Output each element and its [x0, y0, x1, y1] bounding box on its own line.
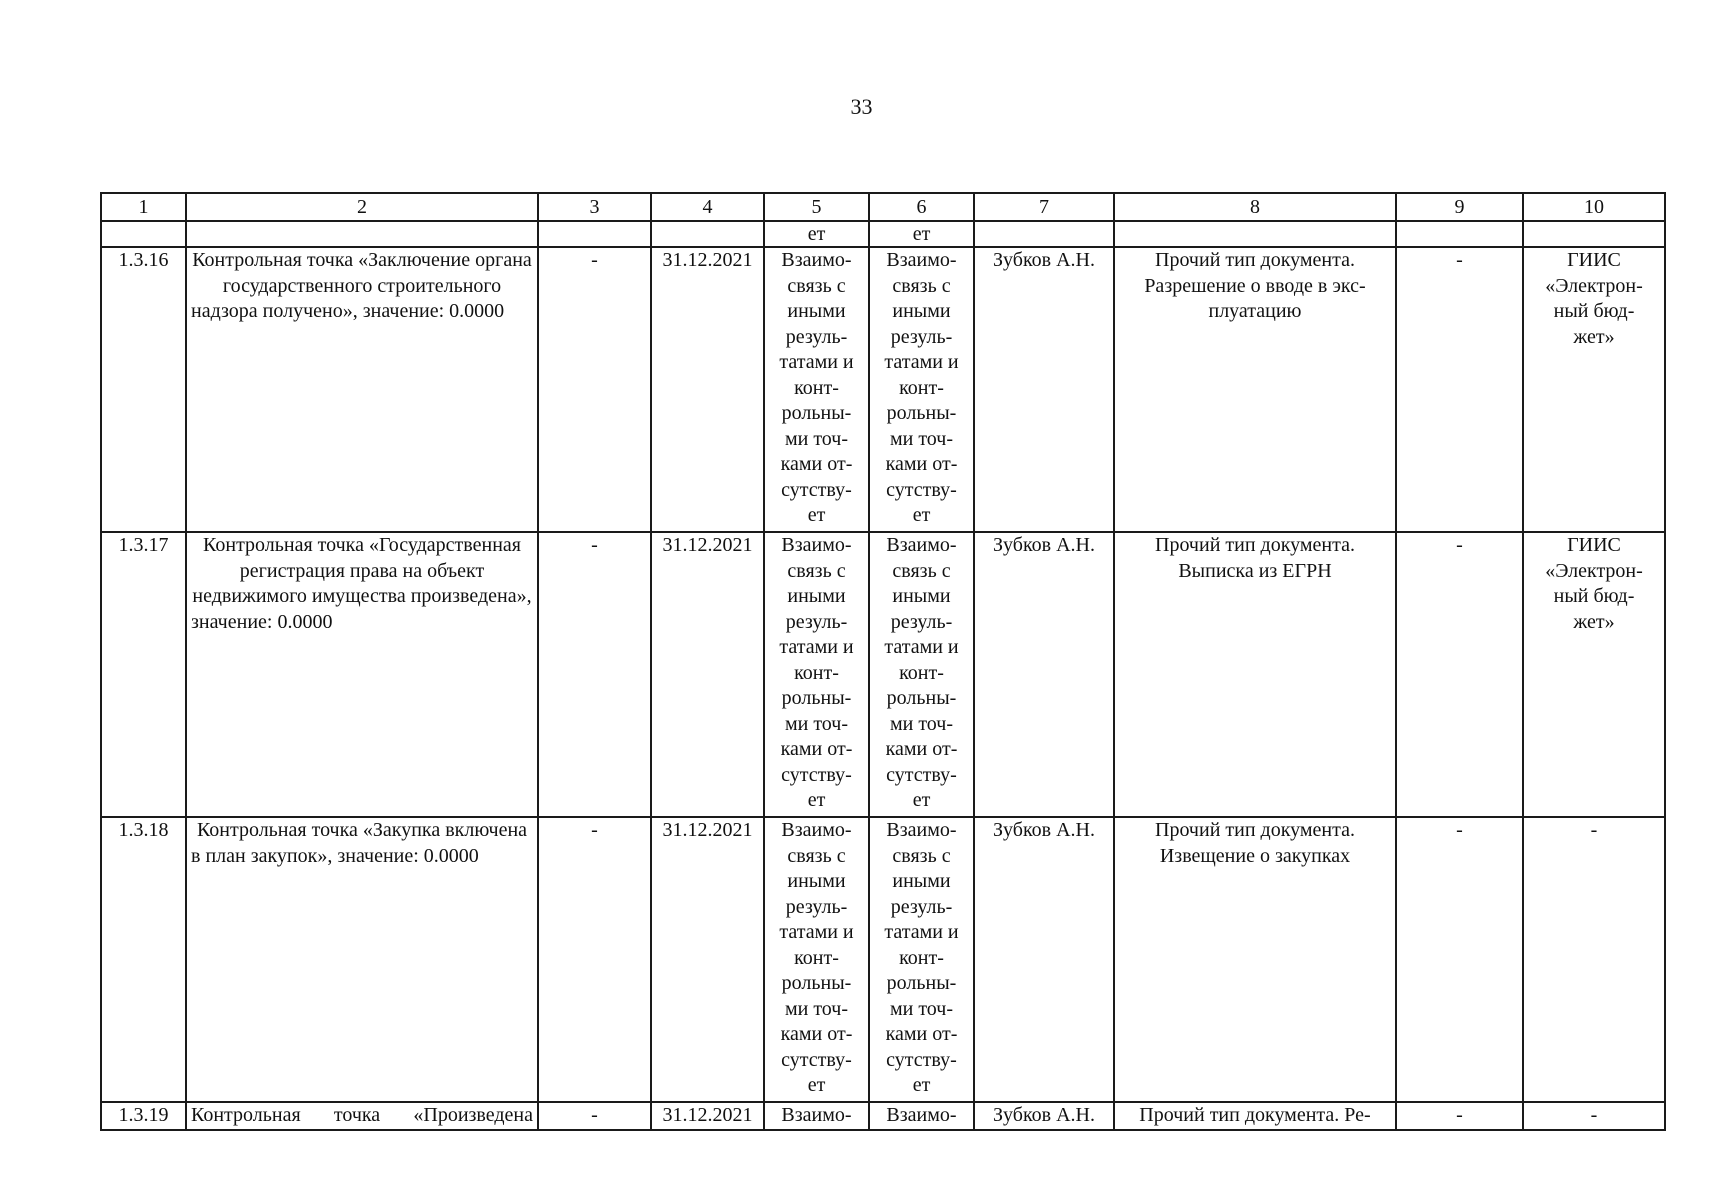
document-type-cell: Прочий тип документа. Ре- [1114, 1102, 1396, 1130]
text-line: связь с [892, 274, 951, 297]
row-number: 1.3.17 [101, 532, 186, 817]
text-line: резуль- [890, 895, 953, 918]
text-line: Взаимо- [886, 534, 957, 556]
carry-cell [101, 221, 186, 247]
text-line: сутству- [781, 478, 852, 501]
text-line: ный бюд- [1553, 585, 1635, 607]
text-line: ет [807, 1074, 826, 1096]
text-line: ный бюд- [1553, 300, 1635, 322]
checkpoint-name: Контрольная точка «Закупка включена в план закупок», значение: 0.0000 [186, 817, 538, 1102]
text-line: Прочий тип документа. [1155, 249, 1355, 271]
relation-cell-col5 [764, 532, 869, 817]
text-line: Выписка из ЕГРН [1178, 559, 1332, 582]
carry-cell [186, 221, 538, 247]
info-system-cell [1523, 247, 1665, 532]
text-line: резуль- [890, 325, 953, 348]
checkpoint-name: Контрольная точка «Произведена [186, 1102, 538, 1130]
text-line: ми точ- [889, 427, 954, 450]
text-line: резуль- [785, 895, 848, 918]
relation-cell-col6 [869, 247, 974, 532]
table-row [101, 817, 1665, 1102]
text-line: Прочий тип документа. [1155, 534, 1355, 556]
relation-cell-col5 [764, 817, 869, 1102]
text-line: ет [912, 504, 931, 526]
text-line: татами и [884, 636, 959, 658]
responsible-person: Зубков А.Н. [974, 247, 1114, 532]
text-line: сутству- [781, 1048, 852, 1071]
text-line: ет [807, 504, 826, 526]
text-line: ками от- [885, 1023, 958, 1045]
text-line: ми точ- [889, 997, 954, 1020]
text-line: иными [892, 585, 951, 607]
row-number: 1.3.18 [101, 817, 186, 1102]
text-line: ками от- [885, 738, 958, 760]
row-number: 1.3.19 [101, 1102, 186, 1130]
table-row [101, 532, 1665, 817]
relation-cell-col6 [869, 532, 974, 817]
cell-col3: - [538, 532, 651, 817]
text-line: сутству- [781, 763, 852, 786]
responsible-person: Зубков А.Н. [974, 532, 1114, 817]
text-line: связь с [787, 844, 846, 867]
text-line: Извещение о закупках [1159, 844, 1351, 867]
carry-over-row [101, 221, 1665, 247]
text-line: иными [892, 870, 951, 892]
date-cell: 31.12.2021 [651, 532, 764, 817]
text-line: конт- [794, 661, 839, 684]
header-cell: 5 [764, 193, 869, 221]
table-row [101, 1102, 1665, 1130]
text-line: сутству- [886, 478, 957, 501]
checkpoint-name: Контрольная точка «Заключение органа государственного строительного надзора получено», значение: 0.0000 [186, 247, 538, 532]
text-line: конт- [899, 946, 944, 969]
text-line: сутству- [886, 763, 957, 786]
text-line: ми точ- [784, 997, 849, 1020]
text-line: конт- [899, 376, 944, 399]
text-line: рольны- [781, 402, 852, 424]
header-cell: 10 [1523, 193, 1665, 221]
carry-cell: ет [764, 221, 869, 247]
text-line: резуль- [785, 325, 848, 348]
text-line: ками от- [780, 1023, 853, 1045]
text-line: - [1590, 819, 1598, 841]
cell-col9: - [1396, 532, 1523, 817]
text-line: ет [912, 1074, 931, 1096]
text-line: ками от- [885, 453, 958, 475]
text-line: татами и [884, 921, 959, 943]
text-line: ми точ- [889, 712, 954, 735]
text-line: татами и [779, 921, 854, 943]
document-type-cell [1114, 532, 1396, 817]
carry-cell [1396, 221, 1523, 247]
text-line: иными [787, 870, 846, 892]
text-line: «Электрон- [1545, 274, 1643, 297]
carry-cell [974, 221, 1114, 247]
row-number: 1.3.16 [101, 247, 186, 532]
date-cell: 31.12.2021 [651, 247, 764, 532]
carry-cell [1523, 221, 1665, 247]
text-line: сутству- [886, 1048, 957, 1071]
text-line: плуатацию [1208, 300, 1302, 322]
text-line: резуль- [890, 610, 953, 633]
text-line: ками от- [780, 453, 853, 475]
header-cell: 8 [1114, 193, 1396, 221]
text-line: конт- [794, 946, 839, 969]
text-line: рольны- [781, 972, 852, 994]
text-line: татами и [779, 351, 854, 373]
responsible-person: Зубков А.Н. [974, 817, 1114, 1102]
cell-col9: - [1396, 1102, 1523, 1130]
text-line: Разрешение о вводе в экс- [1144, 274, 1366, 297]
text-line: «Электрон- [1545, 559, 1643, 582]
info-system-cell [1523, 532, 1665, 817]
document-table [100, 192, 1666, 1131]
page-number: 33 [850, 94, 873, 119]
checkpoint-name: Контрольная точка «Государственная регистрация права на объект недвижимого имущества произведена», значение: 0.0000 [186, 532, 538, 817]
text-line: ми точ- [784, 427, 849, 450]
text-line: резуль- [785, 610, 848, 633]
cell-col3: - [538, 817, 651, 1102]
info-system-cell [1523, 817, 1665, 1102]
text-line: связь с [787, 274, 846, 297]
column-number-row [101, 193, 1665, 221]
text-line: татами и [779, 636, 854, 658]
carry-cell [538, 221, 651, 247]
text-line: иными [892, 300, 951, 322]
date-cell: 31.12.2021 [651, 817, 764, 1102]
text-line: связь с [892, 559, 951, 582]
text-line: иными [787, 300, 846, 322]
text-line: Взаимо- [886, 819, 957, 841]
text-line: ГИИС [1567, 249, 1621, 271]
text-line: связь с [787, 559, 846, 582]
relation-cell-col5 [764, 247, 869, 532]
text-line: ГИИС [1567, 534, 1621, 556]
carry-cell [651, 221, 764, 247]
header-cell: 2 [186, 193, 538, 221]
document-type-cell [1114, 817, 1396, 1102]
text-line: конт- [899, 661, 944, 684]
relation-cell-col6: Взаимо- [869, 1102, 974, 1130]
text-line: ками от- [780, 738, 853, 760]
header-cell: 9 [1396, 193, 1523, 221]
info-system-cell: - [1523, 1102, 1665, 1130]
header-cell: 3 [538, 193, 651, 221]
text-line: Взаимо- [781, 819, 852, 841]
cell-col3: - [538, 1102, 651, 1130]
carry-cell [1114, 221, 1396, 247]
text-line: рольны- [886, 402, 957, 424]
text-line: жет» [1573, 325, 1615, 348]
text-line: иными [787, 585, 846, 607]
text-line: рольны- [781, 687, 852, 709]
carry-cell: ет [869, 221, 974, 247]
relation-cell-col5: Взаимо- [764, 1102, 869, 1130]
text-line: рольны- [886, 687, 957, 709]
table-row [101, 247, 1665, 532]
relation-cell-col6 [869, 817, 974, 1102]
header-cell: 7 [974, 193, 1114, 221]
text-line: рольны- [886, 972, 957, 994]
responsible-person: Зубков А.Н. [974, 1102, 1114, 1130]
text-line: жет» [1573, 610, 1615, 633]
text-line: ми точ- [784, 712, 849, 735]
text-line: Взаимо- [781, 534, 852, 556]
cell-col9: - [1396, 247, 1523, 532]
date-cell: 31.12.2021 [651, 1102, 764, 1130]
header-cell: 6 [869, 193, 974, 221]
header-cell: 1 [101, 193, 186, 221]
text-line: ет [807, 789, 826, 811]
text-line: Взаимо- [781, 249, 852, 271]
header-cell: 4 [651, 193, 764, 221]
document-type-cell [1114, 247, 1396, 532]
cell-col9: - [1396, 817, 1523, 1102]
text-line: ет [912, 789, 931, 811]
text-line: Прочий тип документа. [1155, 819, 1355, 841]
text-line: Взаимо- [886, 249, 957, 271]
text-line: татами и [884, 351, 959, 373]
text-line: конт- [794, 376, 839, 399]
text-line: связь с [892, 844, 951, 867]
cell-col3: - [538, 247, 651, 532]
